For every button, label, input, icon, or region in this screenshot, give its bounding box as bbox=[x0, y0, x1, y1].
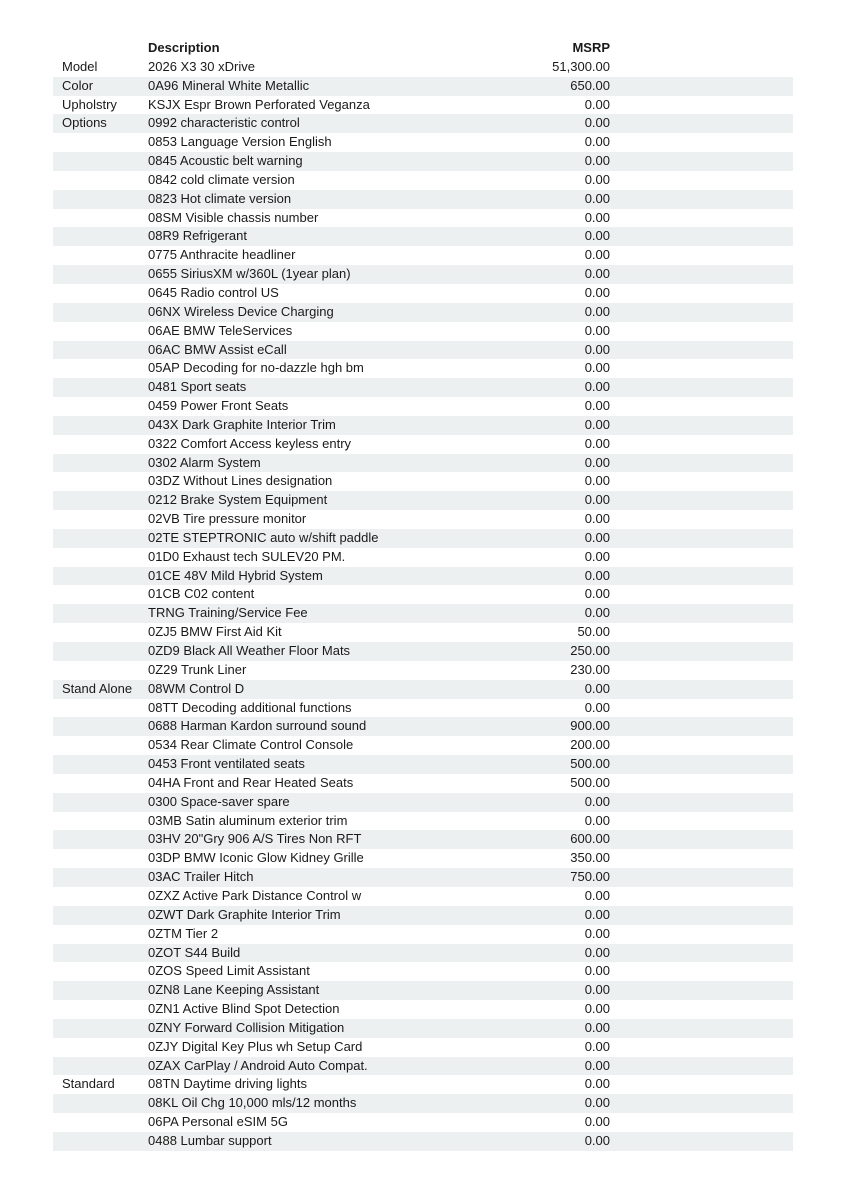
msrp-cell: 0.00 bbox=[584, 944, 610, 960]
description-cell: 01CE 48V Mild Hybrid System bbox=[148, 567, 323, 583]
description-cell: 08SM Visible chassis number bbox=[148, 209, 319, 225]
description-cell: 03DZ Without Lines designation bbox=[148, 473, 333, 489]
description-cell: 06NX Wireless Device Charging bbox=[148, 303, 334, 319]
category-label: Upholstry bbox=[62, 96, 117, 112]
msrp-cell: 500.00 bbox=[570, 756, 610, 772]
description-cell: 0845 Acoustic belt warning bbox=[148, 153, 303, 169]
msrp-cell: 0.00 bbox=[584, 793, 610, 809]
msrp-cell: 0.00 bbox=[584, 322, 610, 338]
description-cell: 0ZJY Digital Key Plus wh Setup Card bbox=[148, 1038, 363, 1054]
description-cell: 03MB Satin aluminum exterior trim bbox=[148, 812, 348, 828]
msrp-cell: 0.00 bbox=[584, 303, 610, 319]
description-cell: 0481 Sport seats bbox=[148, 379, 247, 395]
msrp-cell: 0.00 bbox=[584, 247, 610, 263]
description-cell: 0ZTM Tier 2 bbox=[148, 925, 219, 941]
msrp-cell: 0.00 bbox=[584, 228, 610, 244]
msrp-cell: 750.00 bbox=[570, 869, 610, 885]
description-cell: 0655 SiriusXM w/360L (1year plan) bbox=[148, 266, 351, 282]
description-cell: 0992 characteristic control bbox=[148, 115, 300, 131]
msrp-cell: 0.00 bbox=[584, 1001, 610, 1017]
description-cell: 0300 Space-saver spare bbox=[148, 793, 290, 809]
msrp-cell: 0.00 bbox=[584, 586, 610, 602]
description-cell: 043X Dark Graphite Interior Trim bbox=[148, 416, 336, 432]
msrp-cell: 0.00 bbox=[584, 1132, 610, 1148]
description-cell: 03AC Trailer Hitch bbox=[148, 869, 254, 885]
msrp-cell: 0.00 bbox=[584, 982, 610, 998]
msrp-cell: 0.00 bbox=[584, 379, 610, 395]
table-row bbox=[53, 1113, 793, 1132]
msrp-cell: 0.00 bbox=[584, 96, 610, 112]
table-row bbox=[53, 1132, 793, 1151]
description-cell: 0ZOS Speed Limit Assistant bbox=[148, 963, 310, 979]
msrp-cell: 0.00 bbox=[584, 398, 610, 414]
description-cell: 03DP BMW Iconic Glow Kidney Grille bbox=[148, 850, 364, 866]
msrp-cell: 0.00 bbox=[584, 1076, 610, 1092]
description-cell: 0302 Alarm System bbox=[148, 454, 261, 470]
msrp-cell: 0.00 bbox=[584, 492, 610, 508]
table-row bbox=[53, 774, 793, 793]
table-row bbox=[53, 585, 793, 604]
description-cell: 06PA Personal eSIM 5G bbox=[148, 1114, 288, 1130]
msrp-cell: 0.00 bbox=[584, 416, 610, 432]
msrp-cell: 900.00 bbox=[570, 718, 610, 734]
table-row bbox=[53, 680, 793, 699]
table-row bbox=[53, 322, 793, 341]
table-row bbox=[53, 58, 793, 77]
table-row bbox=[53, 962, 793, 981]
description-cell: 0842 cold climate version bbox=[148, 171, 295, 187]
msrp-cell: 500.00 bbox=[570, 774, 610, 790]
description-cell: 0ZN1 Active Blind Spot Detection bbox=[148, 1001, 340, 1017]
msrp-cell: 0.00 bbox=[584, 887, 610, 903]
pricing-table bbox=[53, 39, 793, 1151]
msrp-cell: 0.00 bbox=[584, 284, 610, 300]
table-body bbox=[53, 58, 793, 1151]
table-row bbox=[53, 944, 793, 963]
table-row bbox=[53, 849, 793, 868]
category-label: Model bbox=[62, 58, 98, 74]
table-row bbox=[53, 397, 793, 416]
msrp-cell: 200.00 bbox=[570, 737, 610, 753]
msrp-cell: 0.00 bbox=[584, 567, 610, 583]
table-row bbox=[53, 1057, 793, 1076]
msrp-cell: 0.00 bbox=[584, 906, 610, 922]
table-row bbox=[53, 1019, 793, 1038]
table-row bbox=[53, 1038, 793, 1057]
description-cell: 0ZD9 Black All Weather Floor Mats bbox=[148, 643, 351, 658]
table-row bbox=[53, 793, 793, 812]
msrp-cell: 0.00 bbox=[584, 1114, 610, 1130]
table-row bbox=[53, 359, 793, 378]
description-cell: 0853 Language Version English bbox=[148, 134, 332, 150]
table-row bbox=[53, 96, 793, 115]
msrp-cell: 0.00 bbox=[584, 360, 610, 376]
table-row bbox=[53, 435, 793, 454]
msrp-cell: 0.00 bbox=[584, 153, 610, 169]
description-cell: 0A96 Mineral White Metallic bbox=[148, 77, 310, 93]
table-row bbox=[53, 755, 793, 774]
msrp-cell: 350.00 bbox=[570, 850, 610, 866]
description-cell: 0322 Comfort Access keyless entry bbox=[148, 435, 352, 451]
description-cell: 0ZAX CarPlay / Android Auto Compat. bbox=[148, 1057, 368, 1073]
description-cell: 01CB C02 content bbox=[148, 586, 255, 602]
table-row bbox=[53, 887, 793, 906]
msrp-column-header: MSRP bbox=[572, 40, 610, 55]
description-cell: 0ZXZ Active Park Distance Control w bbox=[148, 887, 362, 903]
table-row bbox=[53, 77, 793, 96]
table-row bbox=[53, 548, 793, 567]
table-row bbox=[53, 661, 793, 680]
msrp-cell: 250.00 bbox=[570, 643, 610, 658]
msrp-cell: 0.00 bbox=[584, 341, 610, 357]
description-cell: 01D0 Exhaust tech SULEV20 PM. bbox=[148, 548, 346, 564]
description-cell: 0488 Lumbar support bbox=[148, 1132, 272, 1148]
msrp-cell: 0.00 bbox=[584, 209, 610, 225]
table-row bbox=[53, 416, 793, 435]
msrp-cell: 650.00 bbox=[570, 77, 610, 93]
description-cell: 08TN Daytime driving lights bbox=[148, 1076, 307, 1092]
table-row bbox=[53, 510, 793, 529]
description-cell: 0ZNY Forward Collision Mitigation bbox=[148, 1019, 345, 1035]
msrp-cell: 0.00 bbox=[584, 266, 610, 282]
description-cell: 08TT Decoding additional functions bbox=[148, 699, 352, 715]
table-row bbox=[53, 642, 793, 661]
msrp-cell: 0.00 bbox=[584, 1057, 610, 1073]
table-row bbox=[53, 152, 793, 171]
table-row bbox=[53, 114, 793, 133]
description-cell: 04HA Front and Rear Heated Seats bbox=[148, 774, 354, 790]
description-cell: 0ZN8 Lane Keeping Assistant bbox=[148, 982, 320, 998]
description-column-header: Description bbox=[148, 40, 220, 55]
msrp-cell: 0.00 bbox=[584, 963, 610, 979]
table-row bbox=[53, 472, 793, 491]
description-cell: 02VB Tire pressure monitor bbox=[148, 511, 307, 527]
table-row bbox=[53, 491, 793, 510]
table-row bbox=[53, 378, 793, 397]
description-cell: 08KL Oil Chg 10,000 mls/12 months bbox=[148, 1095, 357, 1111]
description-cell: 08R9 Refrigerant bbox=[148, 228, 247, 244]
description-cell: 0ZWT Dark Graphite Interior Trim bbox=[148, 906, 341, 922]
msrp-cell: 0.00 bbox=[584, 605, 610, 621]
msrp-cell: 0.00 bbox=[584, 454, 610, 470]
msrp-cell: 0.00 bbox=[584, 435, 610, 451]
table-row bbox=[53, 604, 793, 623]
description-cell: 0534 Rear Climate Control Console bbox=[148, 737, 354, 753]
description-cell: 2026 X3 30 xDrive bbox=[148, 58, 255, 74]
description-cell: 0ZJ5 BMW First Aid Kit bbox=[148, 624, 282, 640]
table-row bbox=[53, 303, 793, 322]
msrp-cell: 0.00 bbox=[584, 134, 610, 150]
msrp-cell: 0.00 bbox=[584, 812, 610, 828]
description-cell: 0775 Anthracite headliner bbox=[148, 247, 296, 263]
description-cell: 06AC BMW Assist eCall bbox=[148, 341, 287, 357]
category-label: Stand Alone bbox=[62, 680, 133, 696]
table-row bbox=[53, 246, 793, 265]
table-row bbox=[53, 227, 793, 246]
category-label: Options bbox=[62, 115, 107, 131]
msrp-cell: 0.00 bbox=[584, 171, 610, 187]
table-row bbox=[53, 284, 793, 303]
table-row bbox=[53, 341, 793, 360]
description-cell: 02TE STEPTRONIC auto w/shift paddle bbox=[148, 529, 379, 545]
msrp-cell: 0.00 bbox=[584, 1095, 610, 1111]
table-row bbox=[53, 717, 793, 736]
msrp-cell: 0.00 bbox=[584, 548, 610, 564]
table-row bbox=[53, 906, 793, 925]
msrp-cell: 51,300.00 bbox=[552, 58, 610, 74]
table-row bbox=[53, 1094, 793, 1113]
msrp-cell: 0.00 bbox=[584, 473, 610, 489]
msrp-cell: 0.00 bbox=[584, 190, 610, 206]
description-cell: 0212 Brake System Equipment bbox=[148, 492, 328, 508]
table-row bbox=[53, 190, 793, 209]
description-cell: 08WM Control D bbox=[148, 680, 245, 696]
msrp-cell: 0.00 bbox=[584, 115, 610, 131]
description-cell: 05AP Decoding for no-dazzle hgh bm bbox=[148, 360, 364, 376]
table-row bbox=[53, 454, 793, 473]
description-cell: TRNG Training/Service Fee bbox=[148, 605, 308, 621]
table-row bbox=[53, 171, 793, 190]
msrp-cell: 0.00 bbox=[584, 699, 610, 715]
description-cell: 0645 Radio control US bbox=[148, 284, 279, 300]
table-row bbox=[53, 699, 793, 718]
description-cell: 0459 Power Front Seats bbox=[148, 398, 289, 414]
table-row bbox=[53, 1075, 793, 1094]
table-row bbox=[53, 830, 793, 849]
msrp-cell: 230.00 bbox=[570, 661, 610, 677]
table-row bbox=[53, 1000, 793, 1019]
description-cell: 0688 Harman Kardon surround sound bbox=[148, 718, 367, 734]
msrp-cell: 50.00 bbox=[577, 624, 610, 640]
description-cell: KSJX Espr Brown Perforated Veganza bbox=[148, 96, 370, 112]
description-cell: 0453 Front ventilated seats bbox=[148, 756, 305, 772]
msrp-cell: 0.00 bbox=[584, 511, 610, 527]
table-row bbox=[53, 623, 793, 642]
description-cell: 03HV 20"Gry 906 A/S Tires Non RFT bbox=[148, 831, 362, 847]
msrp-cell: 0.00 bbox=[584, 925, 610, 941]
table-row bbox=[53, 265, 793, 284]
msrp-cell: 0.00 bbox=[584, 680, 610, 696]
msrp-cell: 0.00 bbox=[584, 1038, 610, 1054]
table-row bbox=[53, 133, 793, 152]
table-header-row bbox=[53, 39, 793, 58]
description-cell: 06AE BMW TeleServices bbox=[148, 322, 293, 338]
table-row bbox=[53, 812, 793, 831]
category-label: Standard bbox=[62, 1076, 115, 1092]
table-row bbox=[53, 868, 793, 887]
description-cell: 0823 Hot climate version bbox=[148, 190, 292, 206]
msrp-cell: 600.00 bbox=[570, 831, 610, 847]
table-row bbox=[53, 981, 793, 1000]
msrp-cell: 0.00 bbox=[584, 1019, 610, 1035]
msrp-cell: 0.00 bbox=[584, 529, 610, 545]
description-cell: 0ZOT S44 Build bbox=[148, 944, 241, 960]
table-row bbox=[53, 925, 793, 944]
table-row bbox=[53, 736, 793, 755]
table-row bbox=[53, 567, 793, 586]
table-row bbox=[53, 529, 793, 548]
category-label: Color bbox=[62, 77, 94, 93]
description-cell: 0Z29 Trunk Liner bbox=[148, 661, 247, 677]
table-row bbox=[53, 209, 793, 228]
